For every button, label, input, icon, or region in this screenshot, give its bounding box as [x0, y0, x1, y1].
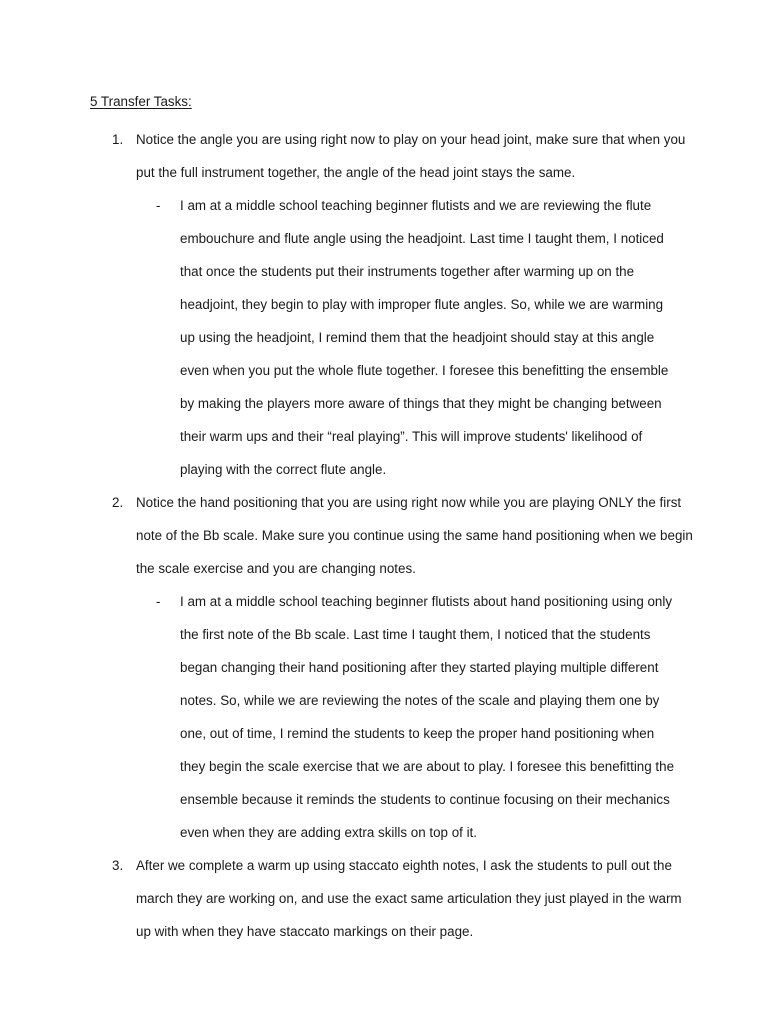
task-item-2: [0, 486, 696, 849]
task-text: Notice the angle you are using right now to play on your head joint, make sure that when you put the full instrument together, the angle of the head joint stays the same.: [136, 132, 686, 180]
bullet-dash: -: [156, 198, 161, 213]
bullet-dash: -: [156, 594, 161, 609]
task-number: 2.: [112, 495, 124, 510]
task-number: 3.: [112, 858, 124, 873]
task-item-1: [0, 123, 696, 486]
task-detail: [136, 189, 680, 486]
task-detail-text: I am at a middle school teaching beginner flutists and we are reviewing the flute embouchure and flute angle using the headjoint. Last time I taught them, I noticed that once the students put their instruments together after warming up on the headjoint, they begin to play with improper flute angles. So, while we are warming up using the headjoint, I remind them that the headjoint should stay at this angle even when you put the whole flute together. I foresee this benefitting the ensemble by making the players more aware of things that they might be changing between their warm ups and their “real playing”. This will improve students' likelihood of playing with the correct flute angle.: [180, 198, 669, 477]
task-detail-text: I am at a middle school teaching beginner flutists about hand positioning using only the first note of the Bb scale. Last time I taught them, I noticed that the students began changing their hand positioning after they started playing multiple different notes. So, while we are reviewing the notes of the scale and playing them one by one, out of time, I remind the students to keep the proper hand positioning when they begin the scale exercise that we are about to play. I foresee this benefitting the ensemble because it reminds the students to continue focusing on their mechanics even when they are adding extra skills on top of it.: [180, 594, 675, 840]
document-title: 5 Transfer Tasks:: [90, 94, 192, 109]
task-text: Notice the hand positioning that you are using right now while you are playing ONLY the first note of the Bb scale. Make sure you continue using the same hand positioning when we begin the scale exercise and you are changing notes.: [136, 495, 693, 576]
task-text: After we complete a warm up using staccato eighth notes, I ask the students to pull out the march they are working on, and use the exact same articulation they just played in the warm up with when they have staccato markings on their page.: [136, 858, 682, 939]
task-detail: [136, 585, 680, 849]
task-list: [0, 123, 768, 948]
task-item-3: [0, 849, 696, 948]
task-number: 1.: [112, 132, 124, 147]
